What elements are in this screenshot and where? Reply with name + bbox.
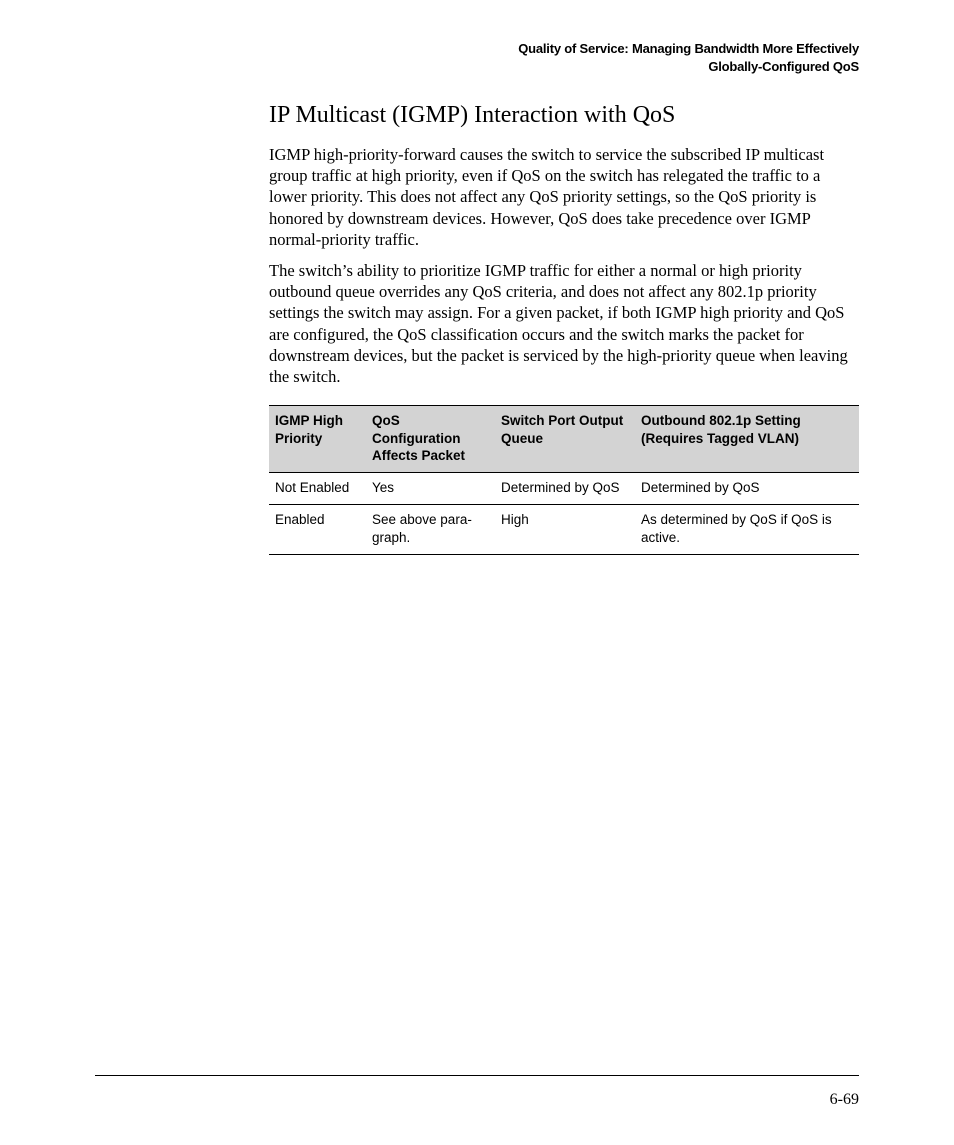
page-content — [269, 100, 859, 555]
table-cell: Determined by QoS — [495, 472, 635, 505]
chapter-title: Quality of Service: Managing Bandwidth More Effectively — [518, 41, 859, 56]
table-cell: Yes — [366, 472, 495, 505]
page-number: 6-69 — [829, 1091, 859, 1108]
footer-divider — [95, 1075, 859, 1076]
section-name: Globally-Configured QoS — [708, 59, 859, 74]
column-header: QoS Configuration Affects Packet — [366, 406, 495, 473]
table-cell: High — [495, 505, 635, 555]
paragraph: The switch’s ability to prioritize IGMP traffic for either a normal or high priority outbound queue overrides any QoS criteria, and does not affect any 802.1p priority settings the switch may assign. For a given packet, if both IGMP high priority and QoS are configured, the QoS classification occurs and the switch marks the packet for downstream devices, but the packet is serviced by the high-priority queue when leaving the switch. — [269, 261, 848, 387]
column-header: IGMP High Priority — [269, 406, 366, 473]
table-cell: As determined by QoS if QoS is active. — [635, 505, 859, 555]
table-cell: See above para-graph. — [366, 505, 495, 555]
section-title: IP Multicast (IGMP) Interaction with QoS — [269, 102, 676, 128]
table-row — [269, 505, 859, 555]
column-header: Outbound 802.1p Setting (Requires Tagged VLAN) — [635, 406, 859, 473]
paragraph: IGMP high-priority-forward causes the switch to service the subscribed IP multicast group traffic at high priority, even if QoS on the switch has relegated the traffic to a lower priority. This does not affect any QoS priority settings, so the QoS priority is honored by downstream devices. However, QoS does take precedence over IGMP normal-priority traffic. — [269, 145, 825, 249]
table-cell: Not Enabled — [269, 472, 366, 505]
table-cell: Enabled — [269, 505, 366, 555]
table-header-row — [269, 406, 859, 473]
column-header: Switch Port Output Queue — [495, 406, 635, 473]
running-header — [518, 40, 859, 76]
igmp-qos-table — [269, 405, 859, 555]
table-row — [269, 472, 859, 505]
table-cell: Determined by QoS — [635, 472, 859, 505]
